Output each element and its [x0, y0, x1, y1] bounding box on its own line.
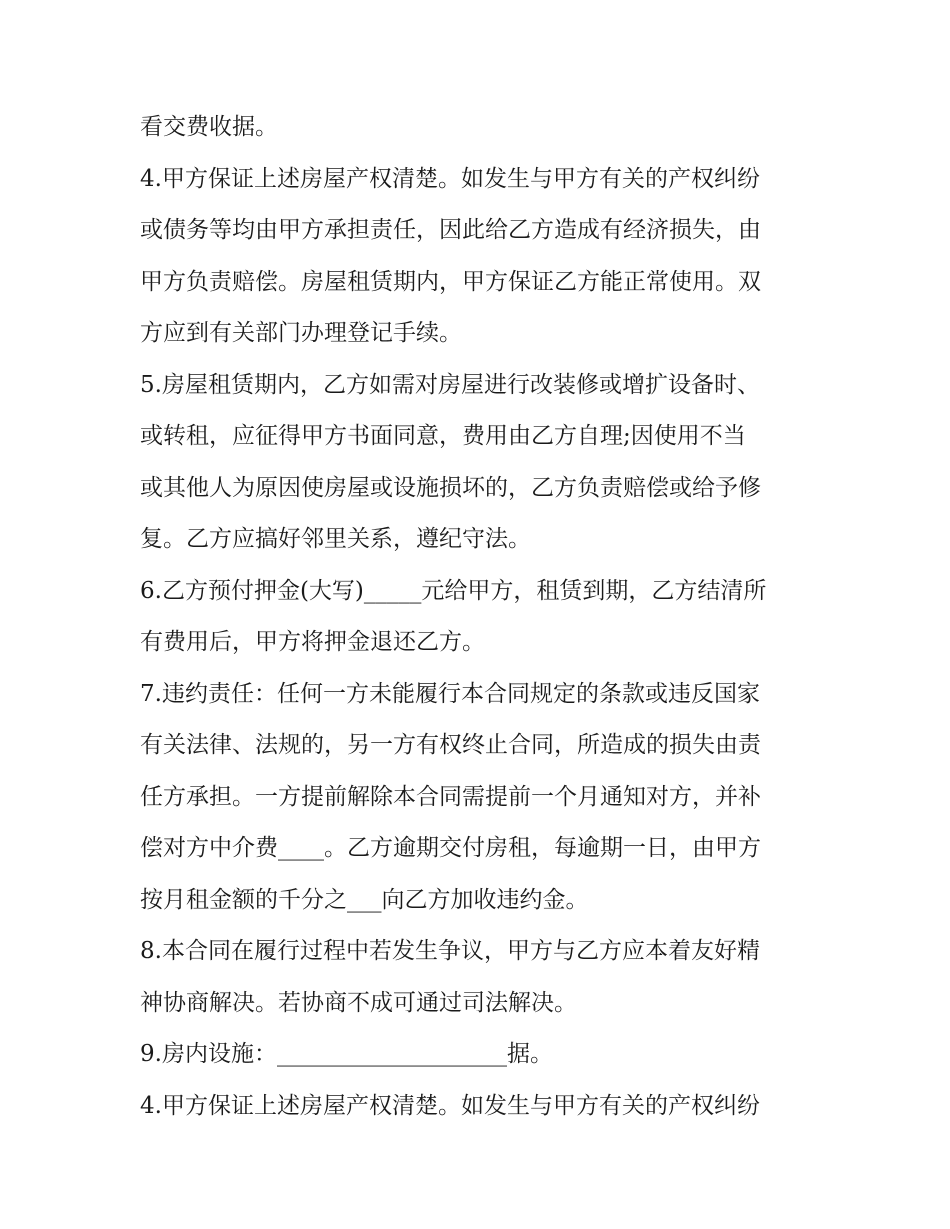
- text-line: 按月租金额的千分之___向乙方加收违约金。: [140, 886, 589, 913]
- text-line: 或债务等均由甲方承担责任，因此给乙方造成有经济损失，由: [140, 217, 761, 243]
- text-line: 神协商解决。若协商不成可通过司法解决。: [140, 989, 577, 1016]
- text-line: 方应到有关部门办理登记手续。: [140, 320, 462, 346]
- text-line: 4.甲方保证上述房屋产权清楚。如发生与甲方有关的产权纠纷: [140, 1092, 760, 1119]
- text-line: 8.本合同在履行过程中若发生争议，甲方与乙方应本着友好精: [140, 938, 760, 964]
- contract-text-body: [140, 102, 830, 1132]
- text-line: 复。乙方应搞好邻里关系，遵纪守法。: [140, 526, 531, 552]
- text-line: 5.房屋租赁期内，乙方如需对房屋进行改装修或增扩设备时、: [140, 371, 760, 398]
- text-line: 看交费收据。: [140, 114, 278, 140]
- text-line: 偿对方中介费____。乙方逾期交付房租，每逾期一日，由甲方: [140, 835, 761, 861]
- text-line: 任方承担。一方提前解除本合同需提前一个月通知对方，并补: [140, 783, 761, 810]
- text-line: 有费用后，甲方将押金退还乙方。: [140, 629, 485, 655]
- text-line: 7.违约责任：任何一方未能履行本合同规定的条款或违反国家: [140, 680, 760, 707]
- text-line: 6.乙方预付押金(大写)_____元给甲方，租赁到期，乙方结清所: [140, 577, 767, 604]
- text-line: 有关法律、法规的，另一方有权终止合同，所造成的损失由责: [140, 732, 761, 758]
- text-line: 甲方负责赔偿。房屋租赁期内，甲方保证乙方能正常使用。双: [140, 268, 761, 295]
- text-line: 或转租，应征得甲方书面同意，费用由乙方自理;因使用不当: [140, 423, 746, 449]
- text-line: 或其他人为原因使房屋或设施损坏的，乙方负责赔偿或给予修: [140, 474, 761, 501]
- text-line: 4.甲方保证上述房屋产权清楚。如发生与甲方有关的产权纠纷: [140, 165, 760, 192]
- text-line: 9.房内设施：____________________据。: [140, 1041, 553, 1067]
